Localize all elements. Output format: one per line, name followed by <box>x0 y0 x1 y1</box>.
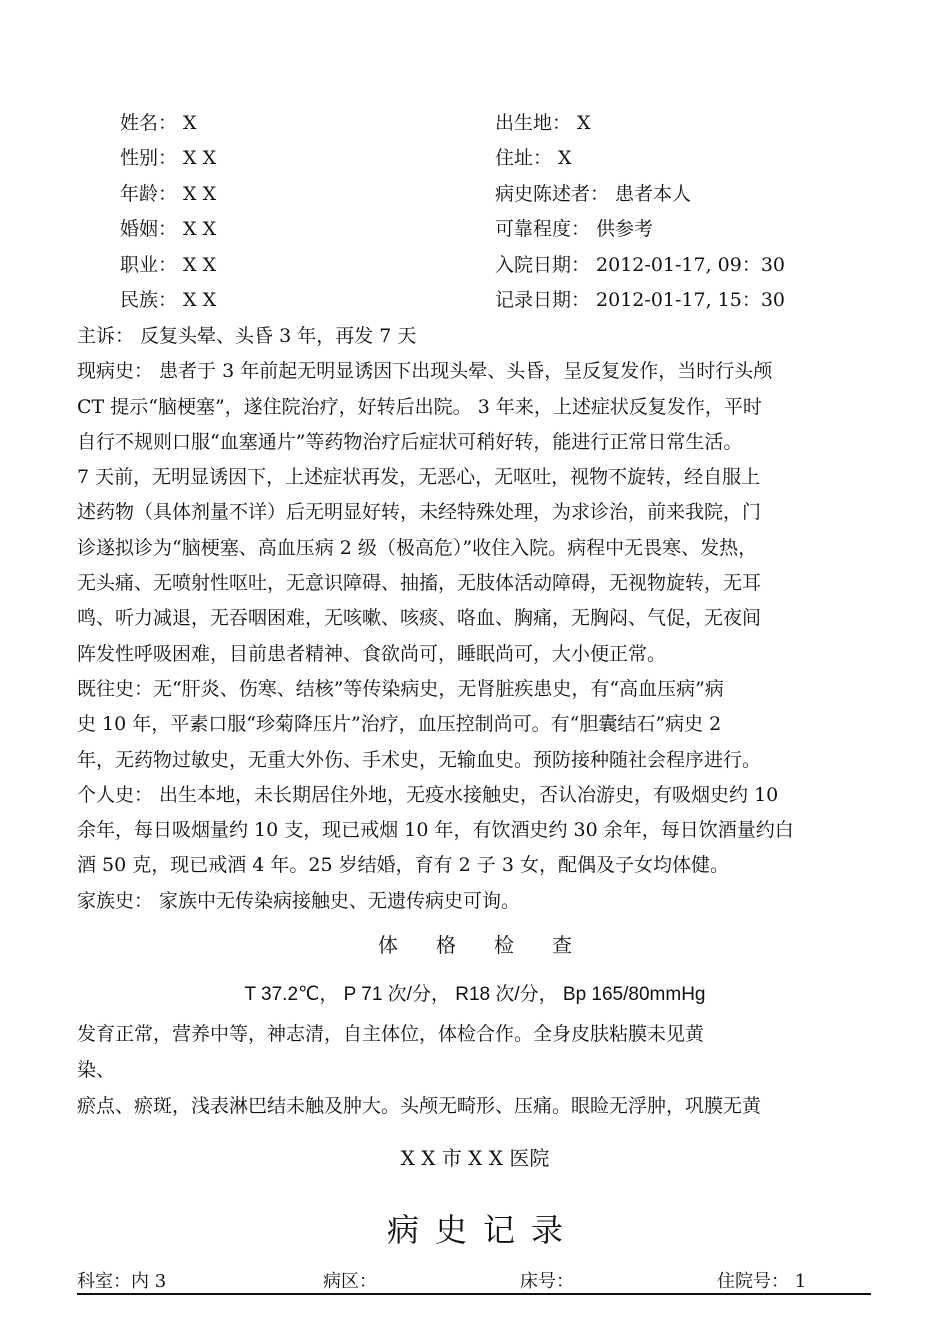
reliability: 可靠程度： 供参考 <box>495 218 654 240</box>
patient-birthplace: 出生地： X <box>495 112 591 134</box>
medical-history-text: 主诉： 反复头晕、头昏 3 年，再发 7 天 现病史： 患者于 3 年前起无明显诱因下出现头晕、头昏，呈反复发作，当时行头颅 CT 提示“脑梗塞”，遂住院治疗，好转后出院。 3 年来，上述症状反复发作，平时 自行不规则口服“血塞通片”等药物治疗后症状可稍好转，能进行正常日常生活。 7 天前，无明显诱因下，上述症状再发，无恶心，无呕吐，视物不旋转，经自服上 述药物（具体剂量不详）后无明显好转，未经特殊处理，为求诊治，前来我院，门 诊遂拟诊为“脑梗塞、高血压病 2 级（极高危）”收住入院。病程中无畏寒、发热， 无头痛、无喷射性呕吐，无意识障碍、抽搐，无肢体活动障碍，无视物旋转，无耳 鸣、听力减退，无吞咽困难，无咳嗽、咳痰、咯血、胸痛，无胸闷、气促，无夜间 阵发性呼吸困难，目前患者精神、食欲尚可，睡眠尚可，大小便正常。 既往史：无“肝炎、伤寒、结核”等传染病史，无肾脏疾患史，有“高血压病”病 史 10 年，平素口服“珍菊降压片”治疗，血压控制尚可。有“胆囊结石”病史 2 年，无药物过敏史，无重大外伤、手术史，无输血史。预防接种随社会程序进行。 个人史： 出生本地，未长期居住外地，无疫水接触史，否认冶游史，有吸烟史约 10 余年，每日吸烟量约 10 支，现已戒烟 10 年，有饮酒史约 30 余年，每日饮酒量约白 酒 50 克，现已戒酒 4 年。25 岁结婚，育有 2 子 3 女，配偶及子女均体健。 家族史： 家族中无传染病接触史、无遗传病史可询。 <box>77 325 794 912</box>
patient-address: 住址： X <box>495 147 572 169</box>
record-title: 病史记录 <box>386 1211 579 1249</box>
vital-signs: T 37.2℃， P 71 次/分， R18 次/分， Bp 165/80mmHg <box>244 984 706 1005</box>
hospital-name: X X 市 X X 医院 <box>400 1146 550 1170</box>
physical-exam-title: 体格检查 <box>378 933 610 957</box>
physical-exam-text: 发育正常，营养中等，神志清，自主体位，体检合作。全身皮肤粘膜未见黄 染、 瘀点、瘀斑，浅表淋巴结未触及肿大。头颅无畸形、压痛。眼睑无浮肿，巩膜无黄 <box>77 1023 762 1117</box>
patient-marital-status: 婚姻： X X <box>120 218 217 240</box>
record-footer-row <box>77 1271 871 1295</box>
bed-label: 床号： <box>520 1271 574 1292</box>
history-narrator: 病史陈述者： 患者本人 <box>495 183 692 205</box>
patient-ethnicity: 民族： X X <box>120 289 217 311</box>
admission-date: 入院日期： 2012-01-17, 09：30 <box>495 254 786 276</box>
patient-occupation: 职业： X X <box>120 254 217 276</box>
patient-age: 年龄： X X <box>120 183 217 205</box>
patient-name: 姓名： X <box>120 112 197 134</box>
patient-gender: 性别： X X <box>120 147 217 169</box>
ward-label: 病区： <box>323 1271 377 1292</box>
record-date: 记录日期： 2012-01-17, 15：30 <box>495 289 786 311</box>
admission-number-label: 住院号： 1 <box>717 1271 807 1292</box>
department-label: 科室：内 3 <box>77 1271 167 1292</box>
